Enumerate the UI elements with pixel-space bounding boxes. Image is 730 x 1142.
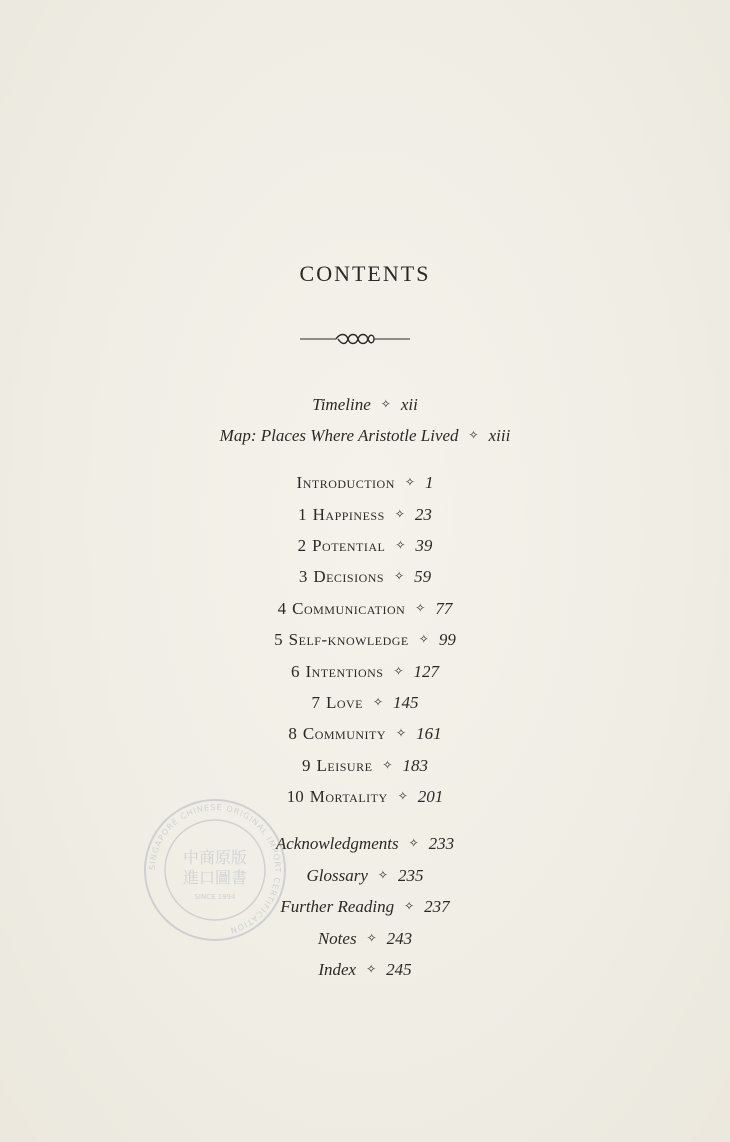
- toc-entry-notes[interactable]: Notes ✧ 243: [317, 929, 413, 948]
- toc-entry-acknowledgments[interactable]: Acknowledgments ✧ 233: [275, 834, 455, 853]
- separator-icon: ✧: [372, 695, 384, 709]
- separator-icon: ✧: [468, 428, 479, 442]
- toc-entry-chapter[interactable]: 10 Mortality ✧ 201: [286, 787, 444, 806]
- toc-entry-glossary[interactable]: Glossary ✧ 235: [306, 866, 424, 885]
- toc-entry-index[interactable]: Index ✧ 245: [318, 960, 412, 979]
- import-stamp-icon: [140, 795, 290, 945]
- separator-icon: ✧: [380, 397, 391, 411]
- stamp-center-line-1: 中商原版: [182, 848, 248, 867]
- toc-entry-chapter[interactable]: 7 Love ✧ 145: [311, 693, 419, 712]
- toc-entry-chapter[interactable]: 9 Leisure ✧ 183: [302, 756, 428, 775]
- toc-entry-timeline[interactable]: Timeline ✧ xii: [312, 395, 418, 414]
- toc-entry-introduction[interactable]: Introduction ✧ 1: [296, 473, 434, 492]
- toc-entry-chapter[interactable]: 1 Happiness ✧ 23: [298, 505, 432, 524]
- toc-entry-chapter[interactable]: 5 Self-knowledge ✧ 99: [274, 630, 456, 649]
- separator-icon: ✧: [396, 726, 407, 740]
- separator-icon: ✧: [418, 632, 429, 646]
- separator-icon: ✧: [415, 601, 426, 615]
- separator-icon: ✧: [393, 664, 404, 678]
- separator-icon: ✧: [394, 507, 405, 521]
- separator-icon: ✧: [397, 789, 408, 803]
- separator-icon: ✧: [408, 836, 419, 850]
- toc-entry-chapter[interactable]: 2 Potential ✧ 39: [297, 536, 433, 555]
- stamp-ring-text: SINGAPORE CHINESE ORIGINAL IMPORT CERTIFICATION: [147, 802, 283, 936]
- separator-icon: ✧: [395, 538, 406, 552]
- separator-icon: ✧: [366, 962, 377, 976]
- separator-icon: ✧: [394, 569, 405, 583]
- toc-entry-chapter[interactable]: 4 Communication ✧ 77: [277, 599, 453, 618]
- stamp-since: SINCE 1994: [194, 893, 236, 901]
- toc-entry-further-reading[interactable]: Further Reading ✧ 237: [280, 897, 450, 916]
- page-title: CONTENTS: [299, 261, 431, 286]
- separator-icon: ✧: [382, 758, 393, 772]
- separator-icon: ✧: [404, 899, 415, 913]
- toc-entry-chapter[interactable]: 8 Community ✧ 161: [288, 724, 442, 743]
- separator-icon: ✧: [404, 475, 415, 489]
- separator-icon: ✧: [377, 868, 388, 882]
- toc-entry-chapter[interactable]: 6 Intentions ✧ 127: [290, 662, 440, 681]
- title-ornament-icon: [300, 330, 410, 348]
- toc-entry-map[interactable]: Map: Places Where Aristotle Lived ✧ xiii: [219, 426, 511, 445]
- stamp-center-line-2: 進口圖書: [182, 868, 248, 887]
- toc-entry-chapter[interactable]: 3 Decisions ✧ 59: [298, 567, 432, 586]
- separator-icon: ✧: [366, 931, 377, 945]
